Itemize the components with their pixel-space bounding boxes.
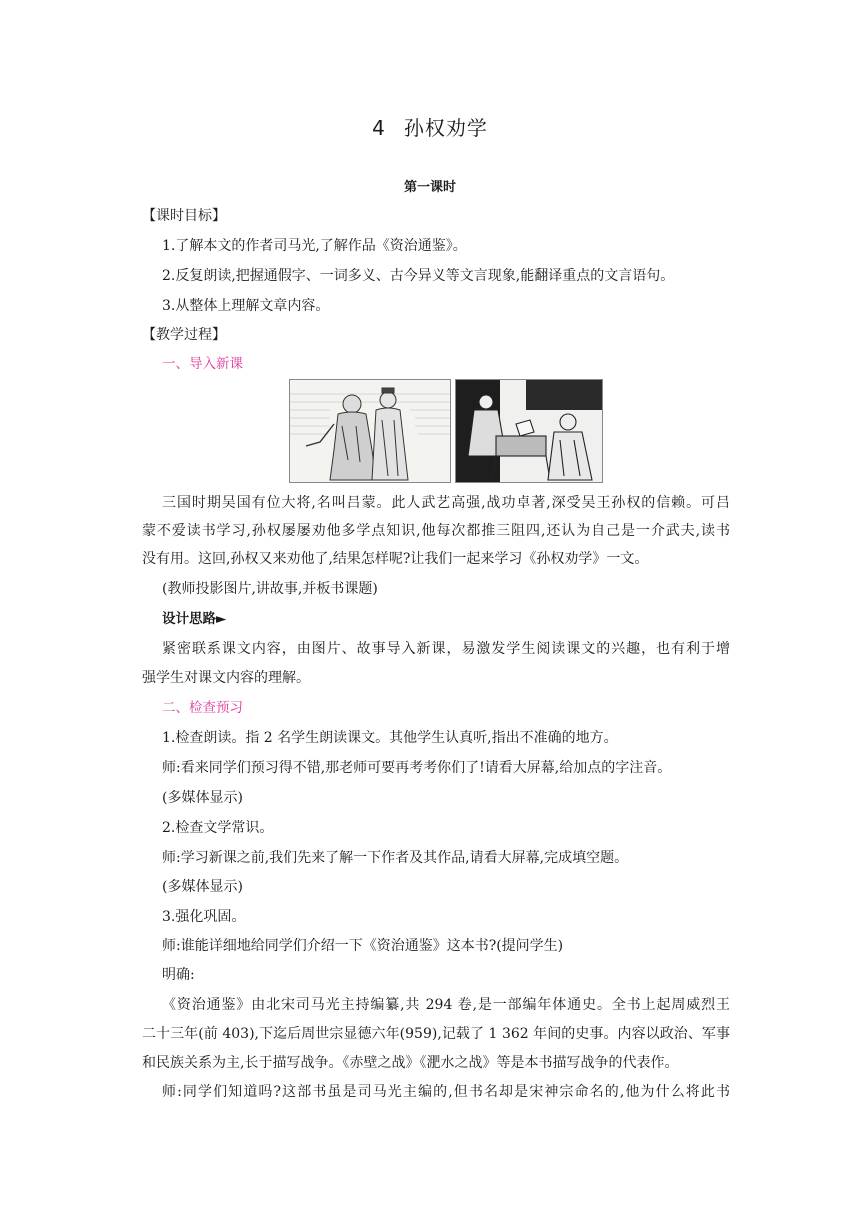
preview-line-4: 2.检查文学常识。 xyxy=(162,820,274,836)
objectives-heading: 【课时目标】 xyxy=(142,208,226,224)
preview-line-5: 师:学习新课之前,我们先来了解一下作者及其作品,请看大屏幕,完成填空题。 xyxy=(162,850,629,866)
intro-paragraph-line-1: 三国时期吴国有位大将,名叫吕蒙。此人武艺高强,战功卓著,深受吴王孙权的信赖。可吕 xyxy=(162,495,730,511)
book-paragraph-line-2: 二十三年(前 403),下迄后周世宗显德六年(959),记载了 1 362 年间的史事。内容以政治、军事 xyxy=(142,1026,730,1042)
preview-line-1: 1.检查朗读。指 2 名学生朗读课文。其他学生认真听,指出不准确的地方。 xyxy=(162,730,618,746)
objective-item-2: 2.反复朗读,把握通假字、一词多义、古今异义等文言现象,能翻译重点的文言语句。 xyxy=(162,268,675,284)
closing-line: 师:同学们知道吗?这部书虽是司马光主编的,但书名却是宋神宗命名的,他为什么将此书 xyxy=(162,1084,730,1100)
objective-item-1: 1.了解本文的作者司马光,了解作品《资治通鉴》。 xyxy=(162,238,467,254)
illustration-general-drawing xyxy=(290,380,450,482)
book-paragraph-line-3: 和民族关系为主,长于描写战争。《赤壁之战》《淝水之战》等是本书描写战争的代表作。 xyxy=(142,1055,679,1071)
process-heading: 【教学过程】 xyxy=(142,327,226,343)
title-text: 孙权劝学 xyxy=(403,116,488,140)
illustration-scholars-reading xyxy=(455,379,603,483)
preview-line-7: 3.强化巩固。 xyxy=(162,909,246,925)
page-title xyxy=(0,112,860,141)
illustration-general-and-king xyxy=(289,379,451,483)
design-paragraph-line-1: 紧密联系课文内容，由图片、故事导入新课，易激发学生阅读课文的兴趣，也有利于增 xyxy=(162,641,730,657)
design-heading: 设计思路► xyxy=(162,611,227,627)
section-heading-intro: 一、导入新课 xyxy=(162,356,243,372)
preview-line-3: (多媒体显示) xyxy=(162,790,243,806)
illustration-scholars-drawing xyxy=(456,380,602,482)
title-number: 4 xyxy=(372,116,386,140)
preview-line-2: 师:看来同学们预习得不错,那老师可要再考考你们了!请看大屏幕,给加点的字注音。 xyxy=(162,760,672,776)
intro-paragraph-line-3: 没有用。这回,孙权又来劝他了,结果怎样呢?让我们一起来学习《孙权劝学》一文。 xyxy=(142,551,649,567)
preview-line-8: 师:谁能详细地给同学们介绍一下《资治通鉴》这本书?(提问学生) xyxy=(162,938,564,954)
preview-line-9: 明确: xyxy=(162,967,195,983)
design-paragraph-line-2: 强学生对课文内容的理解。 xyxy=(142,670,310,686)
teacher-note: (教师投影图片,讲故事,并板书课题) xyxy=(162,581,378,597)
section-heading-preview: 二、检查预习 xyxy=(162,700,243,716)
objective-item-3: 3.从整体上理解文章内容。 xyxy=(162,298,330,314)
preview-line-6: (多媒体显示) xyxy=(162,879,243,895)
lesson-subtitle: 第一课时 xyxy=(403,180,456,195)
book-paragraph-line-1: 《资治通鉴》由北宋司马光主持编纂,共 294 卷,是一部编年体通史。全书上起周威烈王 xyxy=(162,997,730,1013)
intro-paragraph-line-2: 蒙不爱读书学习,孙权屡屡劝他多学点知识,他每次都推三阻四,还认为自己是一介武夫,读书 xyxy=(142,523,730,539)
